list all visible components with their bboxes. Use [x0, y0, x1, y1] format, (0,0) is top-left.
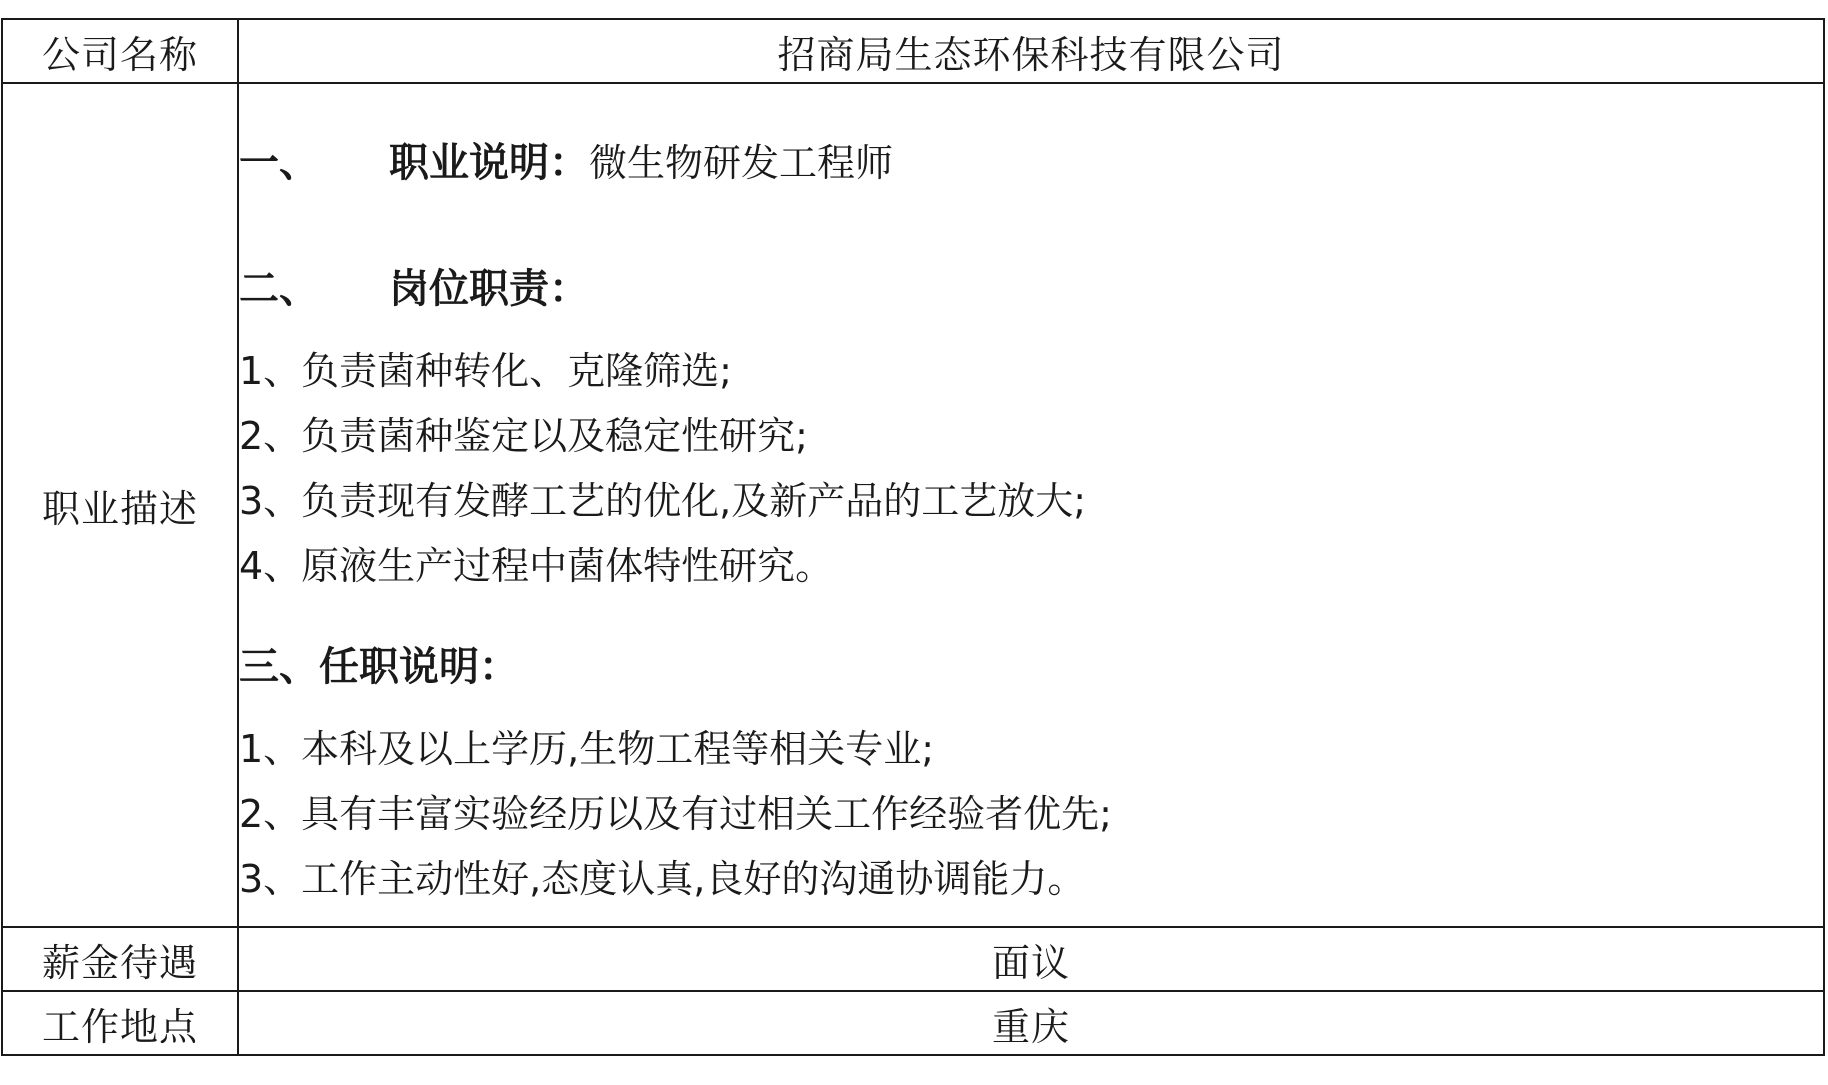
location-row [2, 991, 1824, 1055]
salary-row [2, 927, 1824, 991]
section-requirements [239, 643, 1823, 691]
list-item: 1、本科及以上学历,生物工程等相关专业; [239, 726, 935, 771]
list-item: 1、负责菌种转化、克隆筛选; [239, 348, 732, 393]
section-title: 岗位职责： [389, 265, 589, 312]
section-responsibilities [239, 265, 1823, 313]
location-value: 重庆 [238, 991, 1824, 1055]
salary-label: 薪金待遇 [2, 927, 238, 991]
list-item: 3、负责现有发酵工艺的优化,及新产品的工艺放大; [239, 478, 1087, 523]
job-posting-table [1, 18, 1825, 1056]
location-label: 工作地点 [2, 991, 238, 1055]
description-label: 职业描述 [2, 83, 238, 927]
description-content [238, 83, 1824, 927]
section-number: 三、 [239, 643, 319, 690]
section-number: 二、 [239, 265, 319, 312]
section-number: 一、 [239, 139, 319, 186]
company-row [2, 19, 1824, 83]
list-item: 4、原液生产过程中菌体特性研究。 [239, 543, 834, 588]
salary-value: 面议 [238, 927, 1824, 991]
list-item: 2、负责菌种鉴定以及稳定性研究; [239, 413, 808, 458]
company-label: 公司名称 [2, 19, 238, 83]
description-row [2, 83, 1824, 927]
company-name: 招商局生态环保科技有限公司 [238, 19, 1824, 83]
list-item: 2、具有丰富实验经历以及有过相关工作经验者优先; [239, 791, 1112, 836]
section-title: 任职说明： [319, 643, 519, 690]
section-job-title [239, 139, 1823, 187]
job-title-value: 微生物研发工程师 [589, 140, 894, 185]
section-title: 职业说明： [389, 139, 589, 186]
list-item: 3、工作主动性好,态度认真,良好的沟通协调能力。 [239, 856, 1086, 901]
requirements-list [239, 717, 1823, 912]
responsibilities-list [239, 339, 1823, 599]
